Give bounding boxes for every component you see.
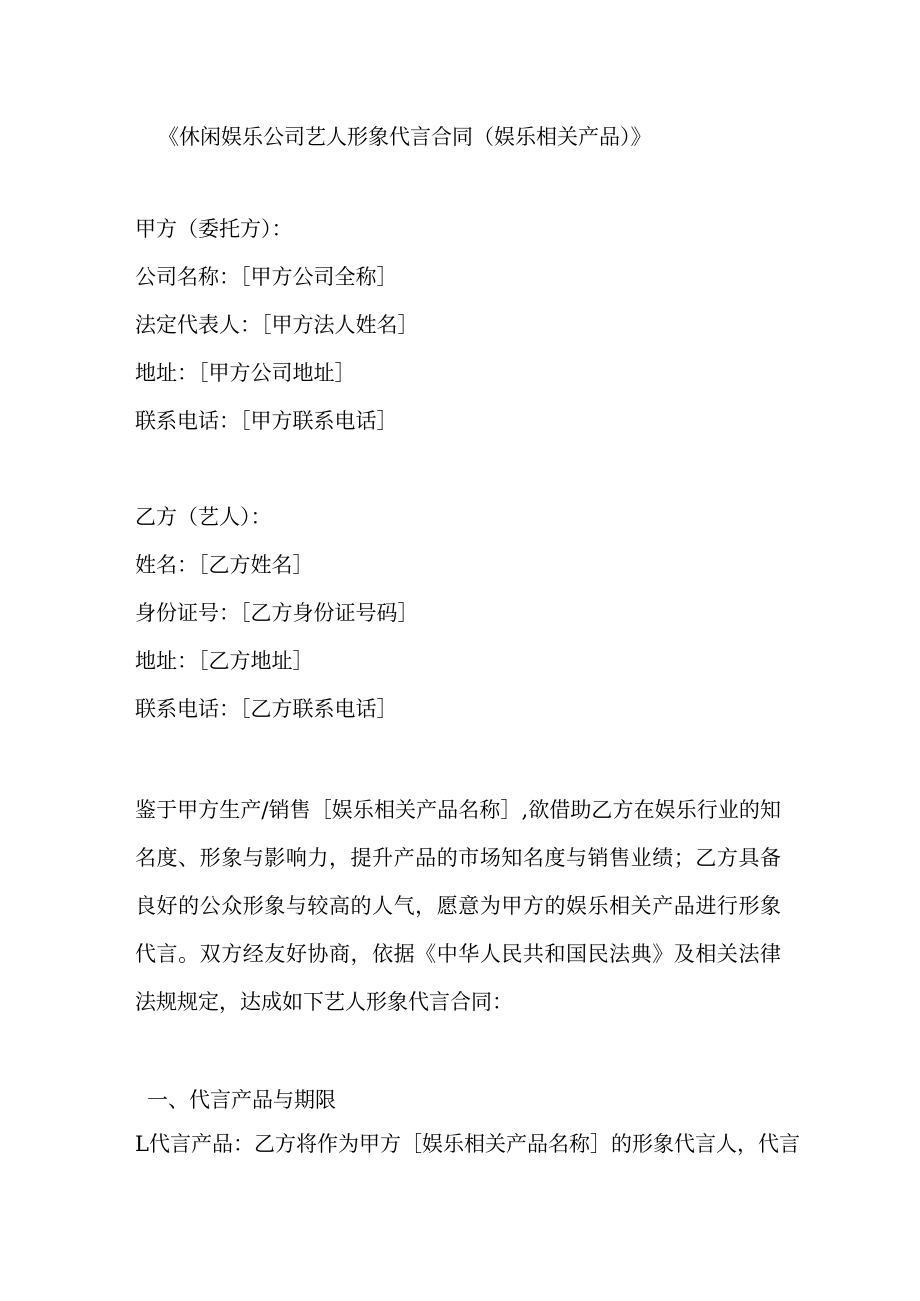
party-b-address: 地址：［乙方地址］: [135, 649, 314, 673]
party-a-company-name: 公司名称：［甲方公司全称］: [135, 265, 398, 289]
party-a-address: 地址：［甲方公司地址］: [135, 361, 356, 385]
party-b-heading: 乙方（艺人）：: [135, 505, 272, 529]
party-b-id-number: 身份证号：［乙方身份证号码］: [135, 601, 419, 625]
section-1-heading: 一、代言产品与期限: [147, 1088, 336, 1112]
party-a-legal-rep: 法定代表人：［甲方法人姓名］: [135, 313, 419, 337]
preamble-paragraph: 鉴于甲方生产/销售［娱乐相关产品名称］,欲借助乙方在娱乐行业的知名度、形象与影响力，提升产品的市场知名度与销售业绩；乙方具备良好的公众形象与较高的人气，愿意为甲方的娱乐相关产品进行形象代言。双方经友好协商，依据《中华人民共和国民法典》及相关法律法规规定，达成如下艺人形象代言合同：: [135, 798, 781, 1014]
party-b-name: 姓名：［乙方姓名］: [135, 553, 314, 577]
party-a-phone: 联系电话：［甲方联系电话］: [135, 409, 398, 433]
party-b-phone: 联系电话：［乙方联系电话］: [135, 697, 398, 721]
section-1-clause-1: L代言产品：乙方将作为甲方［娱乐相关产品名称］的形象代言人，代言: [135, 1132, 800, 1156]
contract-title: 《休闲娱乐公司艺人形象代言合同（娱乐相关产品）》: [158, 125, 652, 149]
party-a-heading: 甲方（委托方）：: [135, 217, 293, 241]
